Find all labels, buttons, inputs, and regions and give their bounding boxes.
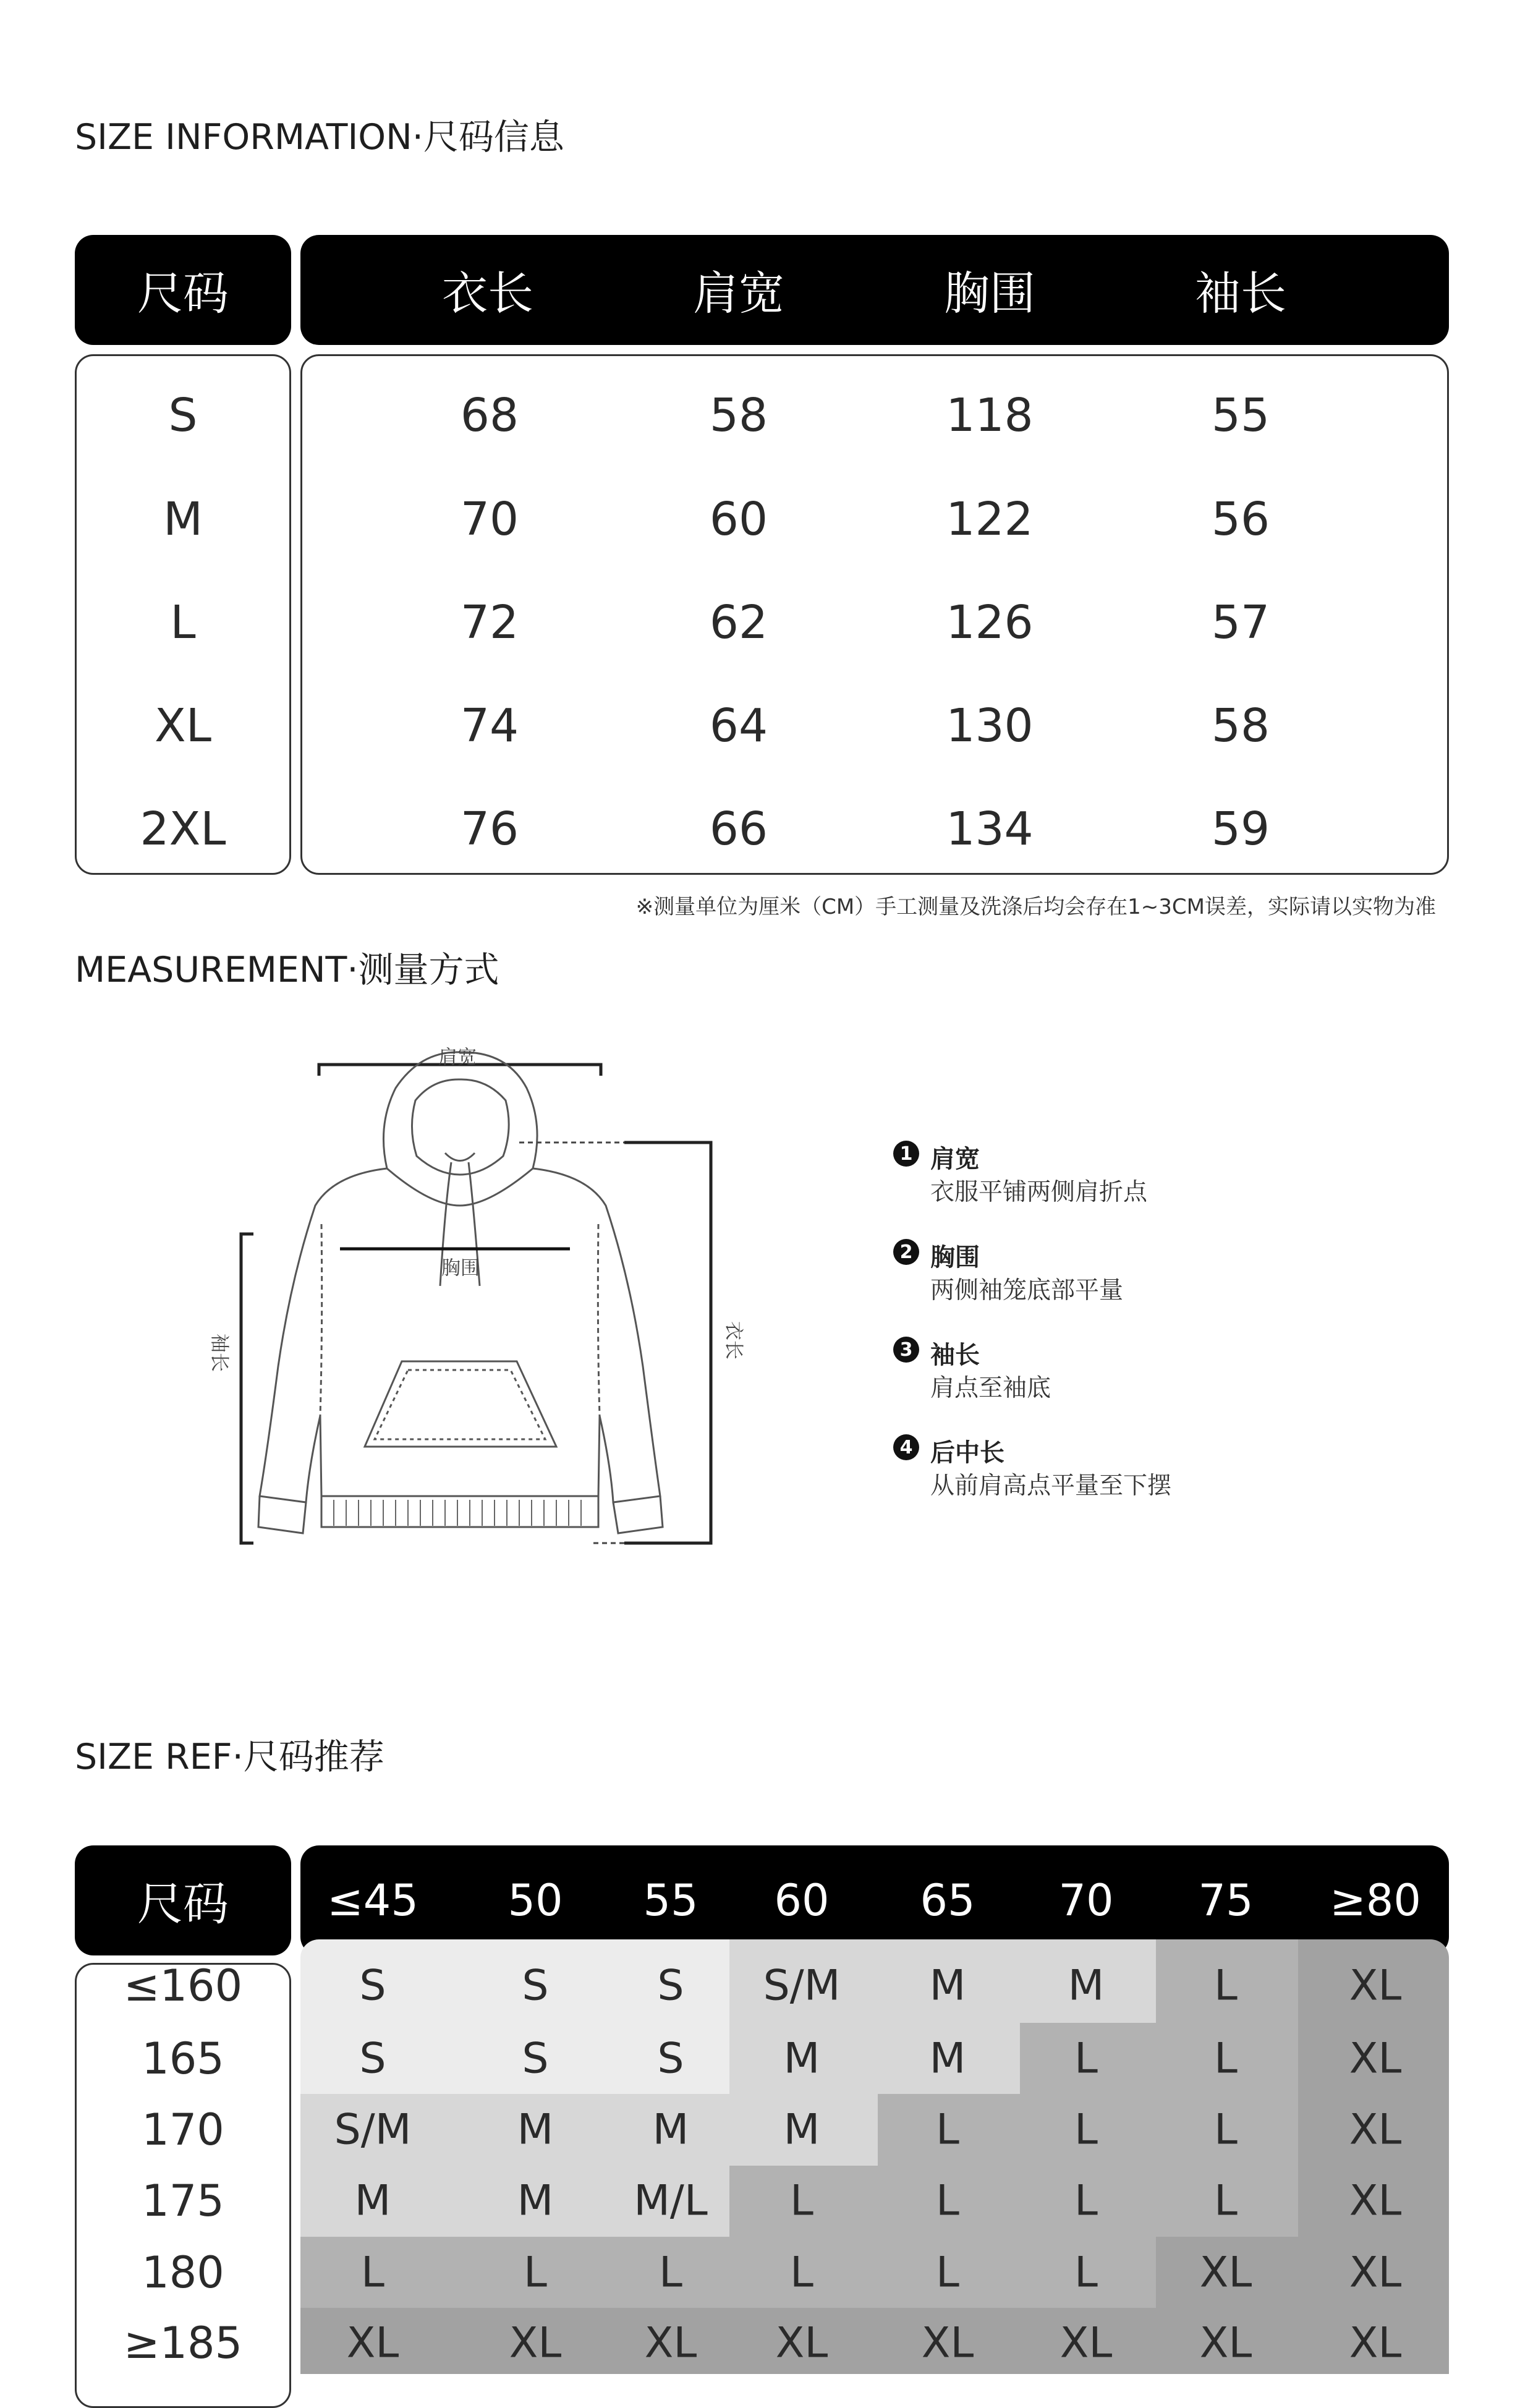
diagram-label-length: 衣长 — [722, 1321, 745, 1359]
weight-header-cell: ≥80 — [1330, 1875, 1421, 1926]
weight-header-cell: 60 — [774, 1875, 830, 1926]
ref-cell: XL — [509, 2318, 562, 2368]
ref-cell: M — [929, 1961, 966, 2010]
diagram-label-sleeve: 袖长 — [208, 1334, 231, 1372]
ref-cell: L — [1214, 2105, 1238, 2155]
size-row-value: 74 — [460, 699, 519, 752]
legend-description: 从前肩高点平量至下摆 — [930, 1472, 1172, 1500]
legend-number-badge: 2 — [893, 1239, 919, 1265]
ref-cell: L — [936, 2248, 959, 2297]
ref-cell: S — [359, 2034, 386, 2083]
ref-cell: XL — [775, 2318, 828, 2368]
ref-cell: XL — [921, 2318, 974, 2368]
size-info-title: SIZE INFORMATION·尺码信息 — [75, 117, 564, 158]
size-row-value: 118 — [946, 389, 1034, 442]
size-row-value: 72 — [460, 596, 519, 649]
size-row-value: 57 — [1211, 596, 1270, 649]
height-row-label: 170 — [142, 2104, 224, 2155]
size-row-value: 58 — [1211, 699, 1270, 752]
ref-cell: L — [524, 2248, 547, 2297]
ref-cell: L — [1214, 2034, 1238, 2083]
ref-cell: L — [1074, 2105, 1098, 2155]
legend-description: 肩点至袖底 — [930, 1374, 1051, 1402]
size-row-value: 58 — [709, 389, 768, 442]
size-row-label: S — [168, 389, 198, 442]
ref-cell: L — [1074, 2248, 1098, 2297]
ref-cell: XL — [1349, 2176, 1402, 2226]
weight-header-cell: 50 — [507, 1875, 563, 1926]
ref-cell: L — [1074, 2034, 1098, 2083]
ref-cell: XL — [1199, 2318, 1252, 2368]
legend-number-badge: 4 — [893, 1434, 919, 1460]
size-ref-grid — [300, 1939, 1449, 2374]
size-row-value: 70 — [460, 493, 519, 546]
ref-cell: XL — [1199, 2248, 1252, 2297]
size-ref-size-header — [75, 1845, 291, 1955]
ref-cell: XL — [1060, 2318, 1113, 2368]
diagram-label-chest: 胸围 — [441, 1257, 480, 1280]
legend-number-badge: 1 — [893, 1141, 919, 1167]
size-row-value: 62 — [709, 596, 768, 649]
height-row-label: 180 — [142, 2247, 224, 2298]
size-row-label: 2XL — [140, 802, 226, 856]
size-row-value: 55 — [1211, 389, 1270, 442]
col-shoulder: 肩宽 — [693, 267, 784, 320]
ref-cell: XL — [1349, 2248, 1402, 2297]
ref-cell: L — [361, 2248, 384, 2297]
size-label: 尺码 — [137, 267, 229, 320]
ref-cell: M — [652, 2105, 689, 2155]
size-row-value: 130 — [946, 699, 1034, 752]
size-row-value: 56 — [1211, 493, 1270, 546]
measurement-note: ※测量单位为厘米（CM）手工测量及洗涤后均会存在1~3CM误差，实际请以实物为准 — [635, 895, 1436, 919]
ref-cell: L — [790, 2176, 813, 2226]
ref-cell: L — [1074, 2176, 1098, 2226]
ref-cell: XL — [1349, 1961, 1402, 2010]
height-row-label: 165 — [142, 2033, 224, 2084]
legend-description: 衣服平铺两侧肩折点 — [930, 1178, 1148, 1206]
ref-cell: S/M — [334, 2105, 412, 2155]
measurement-title: MEASUREMENT·测量方式 — [75, 950, 499, 990]
legend-description: 两侧袖笼底部平量 — [930, 1277, 1124, 1304]
ref-cell: L — [936, 2176, 959, 2226]
weight-header-cell: 55 — [643, 1875, 699, 1926]
weight-header-cell: 65 — [920, 1875, 975, 1926]
legend-number-badge: 3 — [893, 1337, 919, 1363]
ref-cell: S/M — [763, 1961, 841, 2010]
ref-cell: S — [359, 1961, 386, 2010]
ref-cell: M — [517, 2176, 554, 2226]
height-row-label: 175 — [142, 2176, 224, 2226]
ref-cell: S — [657, 1961, 684, 2010]
size-info-size-header — [75, 235, 291, 345]
ref-cell: L — [1214, 2176, 1238, 2226]
size-row-value: 66 — [709, 802, 768, 856]
size-row-value: 122 — [946, 493, 1034, 546]
ref-cell: S — [522, 1961, 549, 2010]
col-length: 衣长 — [442, 267, 533, 320]
legend-title: 肩宽 — [930, 1145, 980, 1173]
ref-size-label: 尺码 — [137, 1878, 229, 1931]
diagram-label-shoulder: 肩宽 — [438, 1046, 477, 1069]
size-row-label: L — [170, 596, 196, 649]
ref-cell: L — [1214, 1961, 1238, 2010]
ref-cell: L — [936, 2105, 959, 2155]
size-row-value: 60 — [709, 493, 768, 546]
legend-title: 袖长 — [930, 1341, 980, 1369]
ref-cell: M — [1068, 1961, 1105, 2010]
size-row-value: 126 — [946, 596, 1034, 649]
ref-cell: M — [929, 2034, 966, 2083]
size-row-label: XL — [155, 699, 211, 752]
size-row-value: 59 — [1211, 802, 1270, 856]
ref-cell: S — [522, 2034, 549, 2083]
ref-cell: XL — [644, 2318, 697, 2368]
ref-cell: S — [657, 2034, 684, 2083]
weight-header-cell: 75 — [1198, 1875, 1254, 1926]
size-ref-title: SIZE REF·尺码推荐 — [75, 1737, 384, 1777]
col-sleeve: 袖长 — [1195, 267, 1286, 320]
height-row-label: ≤160 — [123, 1960, 243, 2011]
ref-cell: XL — [1349, 2318, 1402, 2368]
height-row-label: ≥185 — [123, 2318, 243, 2368]
weight-header-cell: ≤45 — [327, 1875, 418, 1926]
ref-cell: L — [790, 2248, 813, 2297]
ref-cell: M — [783, 2034, 820, 2083]
ref-cell: XL — [1349, 2105, 1402, 2155]
legend-title: 胸围 — [930, 1243, 980, 1272]
size-info-columns-header — [300, 235, 1449, 345]
size-row-value: 134 — [946, 802, 1034, 856]
legend-title: 后中长 — [930, 1439, 1004, 1467]
ref-cell: L — [659, 2248, 682, 2297]
ref-cell: XL — [346, 2318, 399, 2368]
ref-cell: M — [783, 2105, 820, 2155]
size-row-value: 64 — [709, 699, 768, 752]
ref-cell: XL — [1349, 2034, 1402, 2083]
size-row-value: 76 — [460, 802, 519, 856]
weight-header-cell: 70 — [1058, 1875, 1114, 1926]
col-chest: 胸围 — [944, 267, 1035, 320]
size-row-value: 68 — [460, 389, 519, 442]
hoodie-diagram — [198, 1020, 754, 1552]
ref-cell: M — [517, 2105, 554, 2155]
ref-cell: M — [354, 2176, 391, 2226]
ref-cell: M/L — [634, 2176, 708, 2226]
size-row-label: M — [163, 493, 203, 546]
